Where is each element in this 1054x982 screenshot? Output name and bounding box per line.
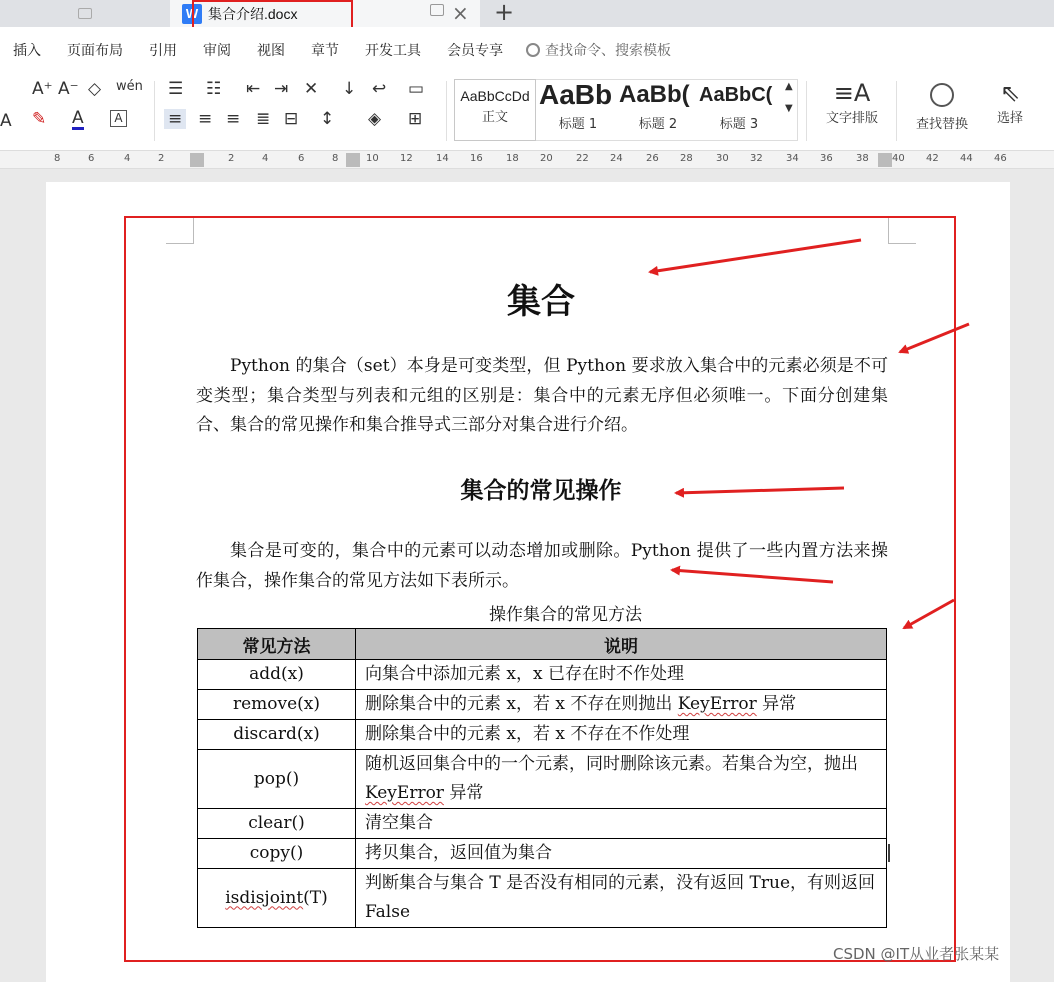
method-cell[interactable]: discard(x) xyxy=(198,720,356,750)
style-heading2[interactable] xyxy=(618,79,698,141)
intro-paragraph[interactable]: Python 的集合（set）本身是可变类型，但 Python 要求放入集合中的元素必须是不可变类型；集合类型与列表和元组的区别是：集合中的元素无序但必须唯一。下面分创建集合、集合的常见操作和集合推导式三部分对集合进行介绍。 xyxy=(196,356,888,435)
style-normal[interactable] xyxy=(454,79,536,141)
find-replace-button[interactable] xyxy=(904,79,980,132)
char-border-icon[interactable]: A xyxy=(110,110,127,127)
tab-bar xyxy=(0,0,1054,27)
close-tab-icon[interactable]: × xyxy=(452,1,469,25)
method-cell[interactable]: copy() xyxy=(198,839,356,869)
ruler-tick: 36 xyxy=(820,153,833,164)
method-cell[interactable]: clear() xyxy=(198,809,356,839)
right-indent-marker[interactable] xyxy=(878,153,892,167)
table-header-desc: 说明 xyxy=(356,629,887,660)
ruler-tick: 18 xyxy=(506,153,519,164)
ruler-tick: 32 xyxy=(750,153,763,164)
line-spacing-icon[interactable]: ↕ xyxy=(320,109,335,129)
align-left-icon[interactable]: ≡ xyxy=(164,109,186,129)
horizontal-ruler[interactable] xyxy=(0,151,1054,169)
table-caption[interactable]: 操作集合的常见方法 xyxy=(489,605,642,625)
table-row xyxy=(198,660,887,690)
menu-references[interactable]: 引用 xyxy=(149,43,177,59)
section-heading[interactable]: 集合的常见操作 xyxy=(460,478,622,504)
style-heading1-label: 标题 1 xyxy=(558,117,598,132)
menu-bar xyxy=(0,27,1054,73)
ruler-tick: 14 xyxy=(436,153,449,164)
decrease-indent-icon[interactable]: ⇤ xyxy=(246,79,261,99)
justify-icon[interactable]: ≣ xyxy=(256,109,271,129)
command-search[interactable] xyxy=(526,40,671,60)
table-row xyxy=(198,690,887,720)
section-paragraph[interactable]: 集合是可变的，集合中的元素可以动态增加或删除。Python 提供了一些内置方法来操作集合，操作集合的常见方法如下表所示。 xyxy=(196,541,888,591)
method-cell[interactable]: pop() xyxy=(198,750,356,809)
ruler-tick: 2 xyxy=(158,153,165,164)
align-center-icon[interactable]: ≡ xyxy=(198,109,213,129)
style-heading3-label: 标题 3 xyxy=(719,117,759,132)
styles-scroll-up-icon[interactable]: ▲ xyxy=(785,81,793,92)
text-effect-icon[interactable]: A xyxy=(0,111,12,131)
cursor-arrow-icon: ⇖ xyxy=(999,79,1021,107)
pinyin-guide-icon[interactable]: wén xyxy=(116,79,143,94)
ruler-tick: 46 xyxy=(994,153,1007,164)
ruler-tick: 30 xyxy=(716,153,729,164)
menu-page-layout[interactable]: 页面布局 xyxy=(67,43,123,59)
distributed-align-icon[interactable]: ⊟ xyxy=(284,109,299,129)
table-row xyxy=(198,720,887,750)
table-header-method: 常见方法 xyxy=(198,629,356,660)
ruler-tick: 6 xyxy=(88,153,95,164)
style-heading1[interactable] xyxy=(538,79,618,141)
table-row xyxy=(198,809,887,839)
ruler-tick: 42 xyxy=(926,153,939,164)
method-cell[interactable]: add(x) xyxy=(198,660,356,690)
table-header-row xyxy=(198,629,887,660)
align-right-icon[interactable]: ≡ xyxy=(226,109,241,129)
increase-font-icon[interactable]: A⁺ xyxy=(32,79,53,99)
ruler-tick: 4 xyxy=(262,153,269,164)
ruler-tick: 22 xyxy=(576,153,589,164)
table-row xyxy=(198,839,887,869)
ruler-tick: 40 xyxy=(892,153,905,164)
style-heading3-preview: AaBbC( xyxy=(699,84,773,106)
find-replace-label: 查找替换 xyxy=(915,117,968,132)
style-heading1-preview: AaBb xyxy=(539,79,613,110)
increase-indent-icon[interactable]: ⇥ xyxy=(274,79,289,99)
left-indent-marker[interactable] xyxy=(190,153,204,167)
tab-home[interactable] xyxy=(0,0,170,27)
new-tab-icon[interactable]: + xyxy=(494,0,515,26)
ruler-tick: 34 xyxy=(786,153,799,164)
select-label: 选择 xyxy=(996,111,1023,126)
first-line-indent-marker[interactable] xyxy=(346,153,360,167)
desc-cell[interactable]: 拷贝集合，返回值为集合 xyxy=(356,839,887,869)
tab-title: 集合介绍.docx xyxy=(208,5,298,22)
text-layout-button[interactable] xyxy=(814,79,890,126)
ruler-tick: 2 xyxy=(228,153,235,164)
menu-developer[interactable]: 开发工具 xyxy=(365,43,421,59)
decrease-font-icon[interactable]: A⁻ xyxy=(58,79,79,99)
ruler-tick: 6 xyxy=(298,153,305,164)
ruler-tick: 26 xyxy=(646,153,659,164)
style-normal-label: 正文 xyxy=(481,110,508,125)
method-cell[interactable]: isdisjoint(T) xyxy=(198,869,356,928)
select-button[interactable] xyxy=(984,79,1036,126)
method-cell[interactable]: remove(x) xyxy=(198,690,356,720)
desc-cell[interactable]: 向集合中添加元素 x，x 已存在时不作处理 xyxy=(356,660,887,690)
ribbon-toolbar xyxy=(0,73,1054,151)
font-color-icon[interactable]: A xyxy=(72,108,84,128)
menu-review[interactable]: 审阅 xyxy=(203,43,231,59)
writer-doc-icon: W xyxy=(182,4,202,24)
ruler-tick: 28 xyxy=(680,153,693,164)
menu-view[interactable]: 视图 xyxy=(257,43,285,59)
command-search-placeholder: 查找命令、搜索模板 xyxy=(545,43,671,59)
desc-cell[interactable]: 删除集合中的元素 x，若 x 不存在则抛出 KeyError 异常 xyxy=(356,690,887,720)
shading-icon[interactable]: ◈ xyxy=(368,109,382,129)
desc-cell[interactable]: 判断集合与集合 T 是否没有相同的元素，没有返回 True，有则返回 False xyxy=(356,869,887,928)
ruler-tick: 38 xyxy=(856,153,869,164)
table-row xyxy=(198,869,887,928)
tab-title-highlight xyxy=(192,0,353,30)
text-layout-label: 文字排版 xyxy=(825,111,878,126)
show-marks-icon[interactable]: ↩ xyxy=(372,79,387,99)
methods-table[interactable] xyxy=(197,628,887,928)
highlight-icon[interactable]: ✎ xyxy=(32,109,47,129)
menu-insert[interactable]: 插入 xyxy=(13,43,41,59)
desc-cell[interactable]: 清空集合 xyxy=(356,809,887,839)
desc-cell[interactable]: 删除集合中的元素 x，若 x 不存在不作处理 xyxy=(356,720,887,750)
tab-stops-icon[interactable]: ▭ xyxy=(408,79,425,99)
clear-format-icon[interactable]: ◇ xyxy=(88,79,102,99)
menu-member[interactable]: 会员专享 xyxy=(447,43,503,59)
table-row xyxy=(198,750,887,809)
borders-icon[interactable]: ⊞ xyxy=(408,109,423,129)
ruler-tick: 24 xyxy=(610,153,623,164)
document-title[interactable]: 集合 xyxy=(507,282,575,322)
desc-cell[interactable]: 随机返回集合中的一个元素，同时删除该元素。若集合为空，抛出 KeyError 异常 xyxy=(356,750,887,809)
bullet-list-icon[interactable]: ☰ xyxy=(168,79,184,99)
ruler-tick: 8 xyxy=(332,153,339,164)
ruler-tick: 16 xyxy=(470,153,483,164)
chinese-layout-icon[interactable]: ✕ xyxy=(304,79,319,99)
style-heading2-preview: AaBb( xyxy=(619,81,690,108)
ruler-tick: 44 xyxy=(960,153,973,164)
ruler-tick: 20 xyxy=(540,153,553,164)
ruler-tick: 12 xyxy=(400,153,413,164)
ruler-tick: 10 xyxy=(366,153,379,164)
menu-chapter[interactable]: 章节 xyxy=(311,43,339,59)
pin-icon[interactable] xyxy=(430,4,444,16)
monitor-icon xyxy=(78,8,92,19)
search-icon xyxy=(526,43,540,57)
ruler-tick: 8 xyxy=(54,153,61,164)
style-heading3[interactable] xyxy=(698,79,780,141)
style-normal-preview: AaBbCcDd xyxy=(460,88,530,104)
watermark: CSDN @IT从业者张某某 xyxy=(833,945,1000,963)
text-layout-icon: ≡A xyxy=(833,79,871,107)
styles-scroll-down-icon[interactable]: ▼ xyxy=(785,103,793,114)
magnifier-icon xyxy=(930,83,954,107)
numbered-list-icon[interactable]: ☷ xyxy=(206,79,222,99)
sort-icon[interactable]: ↓ xyxy=(342,79,357,99)
style-heading2-label: 标题 2 xyxy=(638,117,678,132)
ruler-tick: 4 xyxy=(124,153,131,164)
